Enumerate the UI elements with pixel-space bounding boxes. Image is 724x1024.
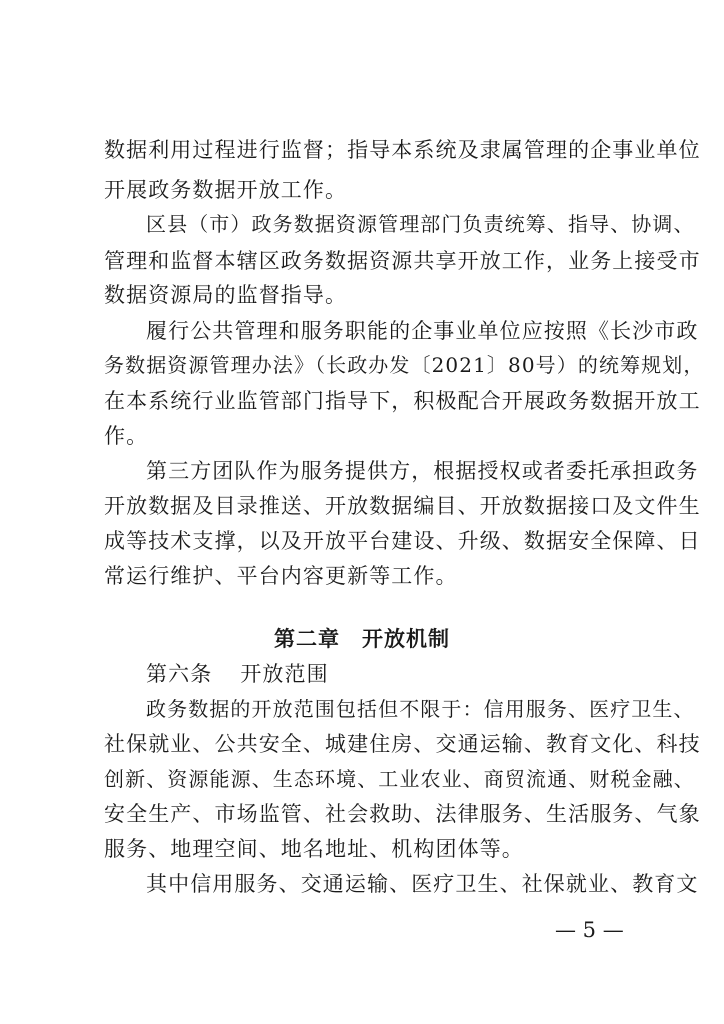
- body-line: 履行公共管理和服务职能的企事业单位应按照《长沙市政: [146, 319, 699, 343]
- body-line: 安全生产、市场监管、社会救助、法律服务、生活服务、气象: [104, 802, 701, 826]
- chapter-heading: [0, 626, 724, 652]
- article-title: 开放范围: [240, 662, 329, 686]
- body-line: 其中信用服务、交通运输、医疗卫生、社保就业、教育文: [146, 872, 699, 896]
- chapter-title: 开放机制: [362, 627, 450, 651]
- body-line: 作。: [104, 424, 149, 448]
- body-line: 政务数据的开放范围包括但不限于：信用服务、医疗卫生、: [146, 697, 695, 721]
- body-line: 务数据资源管理办法》（长政办发〔2021〕80号）的统筹规划，: [104, 353, 705, 377]
- body-line: 第三方团队作为服务提供方，根据授权或者委托承担政务: [146, 459, 699, 483]
- body-line: 常运行维护、平台内容更新等工作。: [104, 564, 458, 588]
- body-line: 创新、资源能源、生态环境、工业农业、商贸流通、财税金融、: [104, 767, 695, 791]
- body-line: 数据资源局的监督指导。: [104, 283, 348, 307]
- body-line: 开放数据及目录推送、开放数据编目、开放数据接口及文件生: [104, 494, 701, 518]
- page-number: — 5 —: [555, 918, 624, 942]
- body-line: 区县（市）政务数据资源管理部门负责统筹、指导、协调、: [146, 212, 695, 236]
- body-line: 管理和监督本辖区政务数据资源共享开放工作，业务上接受市: [104, 249, 701, 273]
- body-line: 成等技术支撑，以及开放平台建设、升级、数据安全保障、日: [104, 529, 701, 553]
- body-line: 社保就业、公共安全、城建住房、交通运输、教育文化、科技: [104, 732, 701, 756]
- chapter-number: 第二章: [274, 627, 340, 651]
- article-number: 第六条: [146, 662, 213, 686]
- body-line: 开展政务数据开放工作。: [104, 178, 348, 202]
- body-line: 服务、地理空间、地名地址、机构团体等。: [104, 837, 524, 861]
- body-line: 数据利用过程进行监督；指导本系统及隶属管理的企事业单位: [104, 138, 701, 162]
- article-heading: [146, 661, 329, 687]
- body-line: 在本系统行业监管部门指导下，积极配合开展政务数据开放工: [104, 389, 701, 413]
